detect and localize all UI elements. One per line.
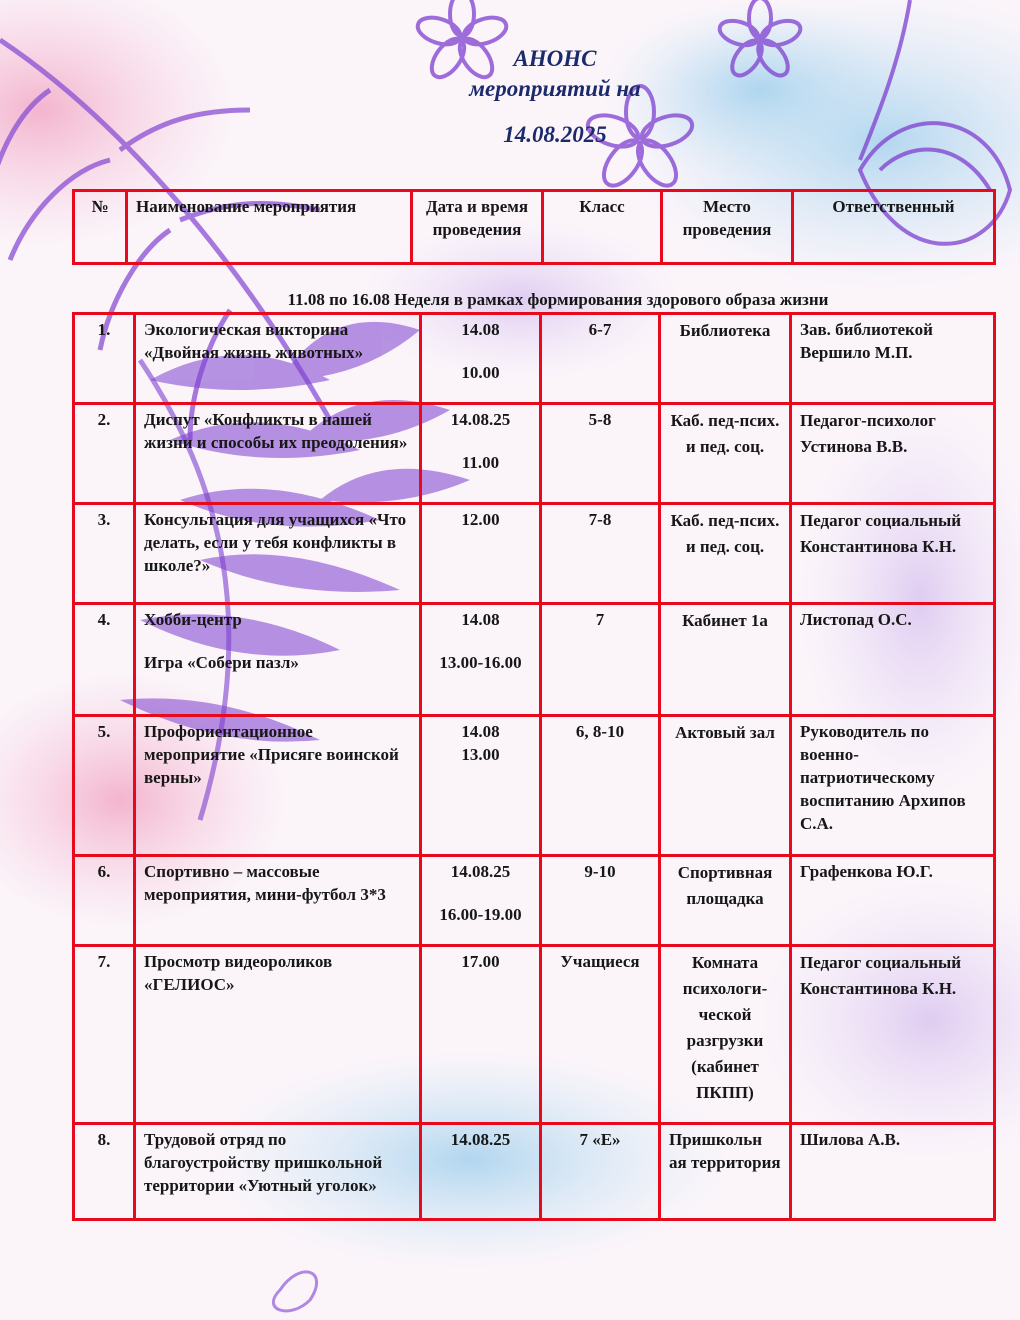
- event-time: 13.00-16.00: [439, 653, 522, 672]
- event-place: Спортивная площадка: [660, 856, 791, 946]
- event-name: Экологическая викторина «Двойная жизнь животных»: [135, 314, 421, 404]
- header-date-time: Дата и время проведения: [412, 191, 543, 264]
- event-date-time: [421, 946, 541, 1124]
- event-responsible: Графенкова Ю.Г.: [791, 856, 995, 946]
- event-date-time: [421, 314, 541, 404]
- event-responsible: Руководитель по военно-патриотическому воспитанию Архипов С.А.: [791, 716, 995, 856]
- event-date: 14.08.25: [450, 1130, 511, 1149]
- table-row: [74, 314, 995, 404]
- row-number: 6.: [74, 856, 135, 946]
- event-responsible: Зав. библиотекой Вершило М.П.: [791, 314, 995, 404]
- event-place: Актовый зал: [660, 716, 791, 856]
- event-place: Библиотека: [660, 314, 791, 404]
- week-caption-text: 11.08 по 16.08 Неделя в рамках формирования здорового образа жизни: [287, 290, 829, 309]
- row-number: 5.: [74, 716, 135, 856]
- header-num: №: [74, 191, 127, 264]
- header-class: Класс: [543, 191, 662, 264]
- event-date: 12.00: [461, 510, 500, 529]
- event-name: Спортивно – массовые мероприятия, мини-футбол 3*3: [135, 856, 421, 946]
- title-date: 14.08.2025: [503, 122, 607, 147]
- row-number: 4.: [74, 604, 135, 716]
- event-name: Диспут «Конфликты в нашей жизни и способы их преодоления»: [135, 404, 421, 504]
- table-row: [74, 946, 995, 1124]
- event-date: 14.08: [461, 610, 500, 629]
- row-number: 8.: [74, 1124, 135, 1220]
- event-place: Кабинет 1а: [660, 604, 791, 716]
- table-row: [74, 504, 995, 604]
- row-number: 3.: [74, 504, 135, 604]
- event-date-time: [421, 604, 541, 716]
- table-row: [74, 716, 995, 856]
- header-place: Место проведения: [662, 191, 793, 264]
- event-place: Пришкольн ая территория: [660, 1124, 791, 1220]
- event-class: 9-10: [541, 856, 660, 946]
- header-row: [74, 191, 995, 264]
- event-date: 14.08.25: [450, 862, 511, 881]
- event-name: Трудовой отряд по благоустройству пришкольной территории «Уютный уголок»: [135, 1124, 421, 1220]
- event-date-time: [421, 404, 541, 504]
- week-caption: [0, 290, 1020, 310]
- header-responsible: Ответственный: [793, 191, 995, 264]
- event-class: Учащиеся: [541, 946, 660, 1124]
- table-row: [74, 856, 995, 946]
- event-name: Консультация для учащихся «Что делать, если у тебя конфликты в школе?»: [135, 504, 421, 604]
- event-date-time: [421, 716, 541, 856]
- event-place: Каб. пед-псих. и пед. соц.: [660, 404, 791, 504]
- event-date: 17.00: [461, 952, 500, 971]
- event-responsible: Листопад О.С.: [791, 604, 995, 716]
- row-number: 7.: [74, 946, 135, 1124]
- event-place: Каб. пед-псих. и пед. соц.: [660, 504, 791, 604]
- event-responsible: Педагог социальный Константинова К.Н.: [791, 504, 995, 604]
- table-row: [74, 404, 995, 504]
- event-time: 13.00: [461, 745, 500, 764]
- header-table: [72, 189, 996, 265]
- header-name: Наименование мероприятия: [127, 191, 412, 264]
- events-table: [72, 312, 996, 1221]
- event-time: 10.00: [461, 363, 500, 382]
- event-name: Просмотр видеороликов «ГЕЛИОС»: [135, 946, 421, 1124]
- event-name-line-1: Хобби-центр: [144, 610, 242, 629]
- event-date: 14.08: [461, 320, 500, 339]
- event-date: 14.08: [461, 722, 500, 741]
- event-place: Комната психологи-ческой разгрузки (кабинет ПКПП): [660, 946, 791, 1124]
- event-name: [135, 604, 421, 716]
- event-responsible: Педагог социальный Константинова К.Н.: [791, 946, 995, 1124]
- event-class: 6-7: [541, 314, 660, 404]
- event-time: 16.00-19.00: [439, 905, 522, 924]
- event-class: 7 «Е»: [541, 1124, 660, 1220]
- event-responsible: Шилова А.В.: [791, 1124, 995, 1220]
- document-title: [0, 44, 1020, 150]
- event-date-time: [421, 1124, 541, 1220]
- event-class: 6, 8-10: [541, 716, 660, 856]
- event-class: 7-8: [541, 504, 660, 604]
- event-class: 5-8: [541, 404, 660, 504]
- title-line-2: мероприятий на: [469, 76, 641, 101]
- title-line-1: АНОНС: [513, 46, 597, 71]
- event-name: Профориентационное мероприятие «Присяге воинской верны»: [135, 716, 421, 856]
- event-responsible: Педагог-психолог Устинова В.В.: [791, 404, 995, 504]
- event-class: 7: [541, 604, 660, 716]
- event-name-line-2: Игра «Собери пазл»: [144, 653, 299, 672]
- table-row: [74, 1124, 995, 1220]
- row-number: 1.: [74, 314, 135, 404]
- row-number: 2.: [74, 404, 135, 504]
- event-date: 14.08.25: [450, 410, 511, 429]
- event-date-time: [421, 856, 541, 946]
- event-time: 11.00: [461, 453, 500, 472]
- event-date-time: [421, 504, 541, 604]
- table-row: [74, 604, 995, 716]
